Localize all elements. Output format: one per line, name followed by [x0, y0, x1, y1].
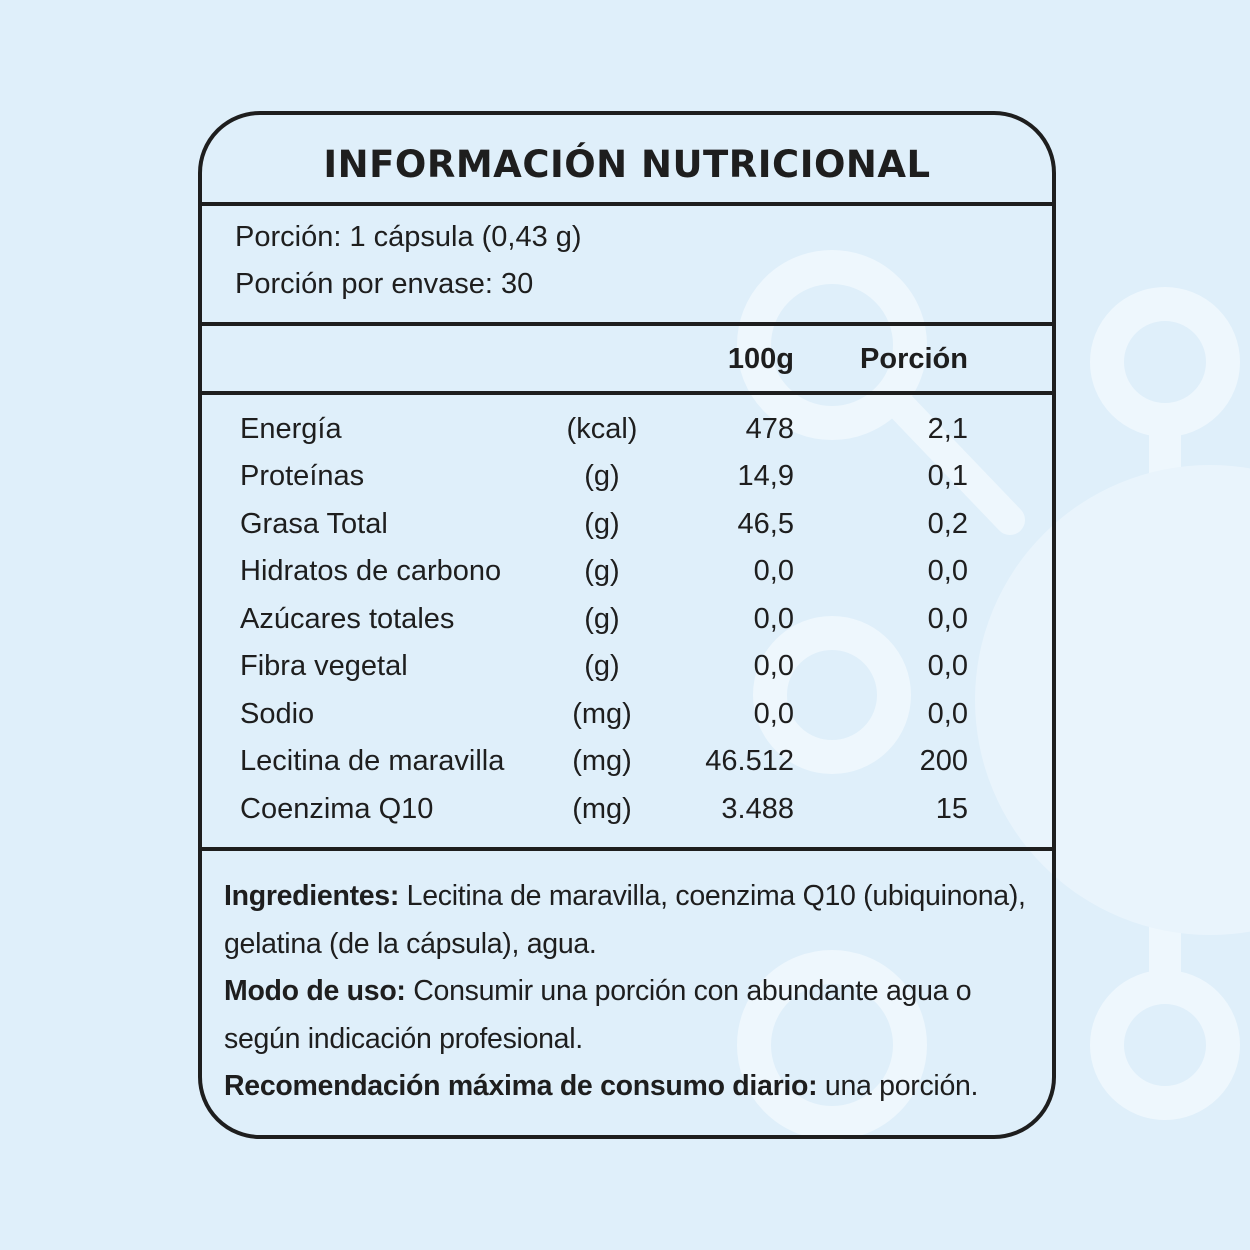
- nutrient-unit: (g): [584, 603, 620, 635]
- value-per-serving: 0,2: [927, 508, 968, 540]
- usage-text-continued: según indicación profesional.: [224, 1022, 583, 1055]
- nutrient-name: Hidratos de carbono: [240, 555, 502, 587]
- table-row: [202, 413, 1052, 453]
- value-per-serving: 0,0: [927, 650, 968, 682]
- value-per-100g: 0,0: [753, 650, 794, 682]
- table-row: [202, 555, 1052, 595]
- table-row: [202, 745, 1052, 785]
- nutrient-name: Lecitina de maravilla: [240, 745, 505, 777]
- max-intake-label: Recomendación máxima de consumo diario:: [224, 1070, 818, 1102]
- nutrient-unit: (g): [584, 460, 620, 492]
- table-row: [202, 603, 1052, 643]
- notes-section: [224, 873, 1044, 1111]
- serving-size: Porción: 1 cápsula (0,43 g): [235, 221, 582, 253]
- nutrient-name: Energía: [240, 413, 342, 445]
- ingredients-label: Ingredientes:: [224, 880, 400, 912]
- usage-label: Modo de uso:: [224, 975, 406, 1007]
- value-per-100g: 46,5: [737, 508, 794, 540]
- nutrient-unit: (mg): [572, 793, 632, 825]
- value-per-serving: 15: [935, 793, 968, 825]
- ingredients-text-continued: gelatina (de la cápsula), agua.: [224, 927, 597, 960]
- usage-text: Consumir una porción con abundante agua o: [405, 975, 972, 1007]
- divider: [202, 391, 1052, 395]
- divider: [202, 322, 1052, 326]
- nutrient-name: Coenzima Q10: [240, 793, 434, 825]
- value-per-serving: 2,1: [927, 413, 968, 445]
- value-per-serving: 0,0: [927, 555, 968, 587]
- usage-line: [224, 968, 1044, 1016]
- servings-per-container: Porción por envase: 30: [235, 268, 534, 300]
- table-row: [202, 460, 1052, 500]
- table-row: [202, 698, 1052, 738]
- nutrient-unit: (g): [584, 555, 620, 587]
- nutrient-name: Proteínas: [240, 460, 365, 492]
- table-row: [202, 650, 1052, 690]
- table-row: [202, 793, 1052, 833]
- value-per-100g: 478: [745, 413, 794, 445]
- ingredients-line: [224, 873, 1044, 921]
- max-intake-text: una porción.: [817, 1070, 979, 1102]
- panel-title: INFORMACIÓN NUTRICIONAL: [323, 143, 931, 186]
- nutrient-name: Sodio: [240, 698, 315, 730]
- nutrient-unit: (mg): [572, 698, 632, 730]
- header-per-serving: Porción: [860, 343, 968, 375]
- nutrient-unit: (g): [584, 650, 620, 682]
- value-per-serving: 0,0: [927, 603, 968, 635]
- divider: [202, 202, 1052, 206]
- nutrient-unit: (kcal): [566, 413, 638, 445]
- value-per-100g: 3.488: [721, 793, 794, 825]
- nutrient-unit: (mg): [572, 745, 632, 777]
- ingredients-text: Lecitina de maravilla, coenzima Q10 (ubiquinona),: [399, 880, 1026, 912]
- value-per-serving: 200: [919, 745, 968, 777]
- value-per-100g: 14,9: [737, 460, 794, 492]
- table-row: [202, 508, 1052, 548]
- header-per-100g: 100g: [727, 343, 794, 375]
- value-per-serving: 0,1: [927, 460, 968, 492]
- value-per-100g: 0,0: [753, 603, 794, 635]
- nutrient-name: Grasa Total: [240, 508, 388, 540]
- nutrient-name: Azúcares totales: [240, 603, 455, 635]
- nutrition-panel: [198, 111, 1056, 1139]
- value-per-100g: 0,0: [753, 555, 794, 587]
- value-per-100g: 0,0: [753, 698, 794, 730]
- nutrient-name: Fibra vegetal: [240, 650, 408, 682]
- max-intake-line: [224, 1063, 1044, 1111]
- divider: [202, 847, 1052, 851]
- value-per-serving: 0,0: [927, 698, 968, 730]
- nutrient-unit: (g): [584, 508, 620, 540]
- value-per-100g: 46.512: [705, 745, 794, 777]
